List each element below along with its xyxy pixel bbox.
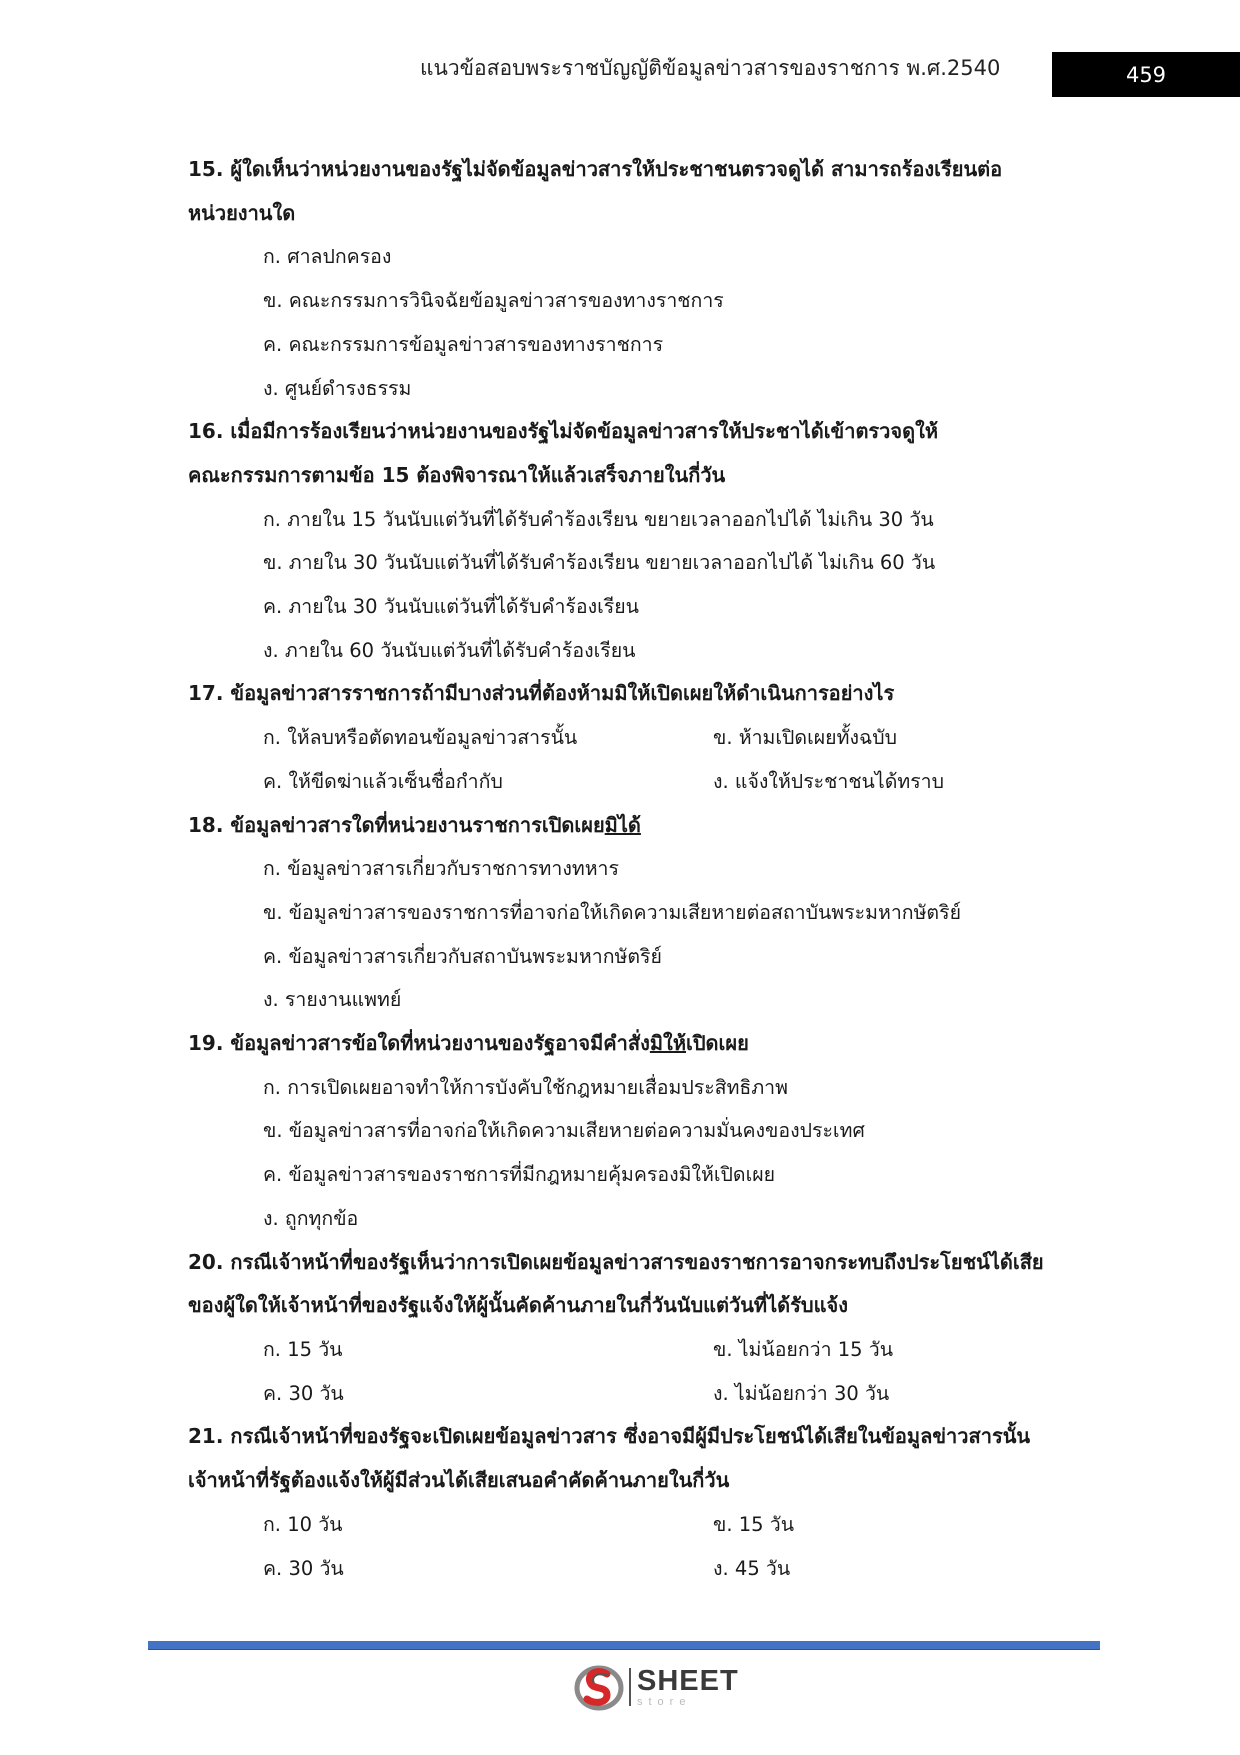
answer-option: ง. ศูนย์ดำรงธรรม <box>263 376 412 400</box>
footer-divider <box>148 1641 1100 1650</box>
answer-option: ข. ข้อมูลข่าวสารของราชการที่อาจก่อให้เกิดความเสียหายต่อสถาบันพระมหากษัตริย์ <box>263 900 961 924</box>
answer-option: ค. 30 วัน <box>263 1556 344 1580</box>
answer-option: ง. รายงานแพทย์ <box>263 988 402 1012</box>
logo-subword: store <box>637 1695 692 1708</box>
answer-option: ค. คณะกรรมการข้อมูลข่าวสารของทางราชการ <box>263 332 664 356</box>
question-16 <box>188 410 1088 672</box>
answer-option: ง. ภายใน 60 วันนับแต่วันที่ได้รับคำร้องเรียน <box>263 638 636 662</box>
answer-option: ข. ภายใน 30 วันนับแต่วันที่ได้รับคำร้องเรียน ขยายเวลาออกไปได้ ไม่เกิน 60 วัน <box>263 551 936 575</box>
question-text-continued: เจ้าหน้าที่รัฐต้องแจ้งให้ผู้มีส่วนได้เสียเสนอคำคัดค้านภายในกี่วัน <box>188 1468 730 1493</box>
question-15 <box>188 148 1088 410</box>
answer-option: ก. 15 วัน <box>263 1337 343 1361</box>
answer-option: ข. 15 วัน <box>713 1512 795 1536</box>
answer-option: ค. ข้อมูลข่าวสารของราชการที่มีกฎหมายคุ้มครองมิให้เปิดเผย <box>263 1163 776 1187</box>
question-text <box>188 1022 1088 1066</box>
question-text-end: เปิดเผย <box>686 1031 749 1056</box>
answer-option: ข. ข้อมูลข่าวสารที่อาจก่อให้เกิดความเสียหายต่อความมั่นคงของประเทศ <box>263 1119 865 1143</box>
answer-option: ก. ข้อมูลข่าวสารเกี่ยวกับราชการทางทหาร <box>263 857 619 881</box>
underlined-keyword: มิให้ <box>649 1031 687 1056</box>
question-text-start: 19. ข้อมูลข่าวสารข้อใดที่หน่วยงานของรัฐอาจมีคำสั่ง <box>188 1031 650 1056</box>
question-text-continued: คณะกรรมการตามข้อ 15 ต้องพิจารณาให้แล้วเสร็จภายในกี่วัน <box>188 462 726 487</box>
answer-option: ข. ไม่น้อยกว่า 15 วัน <box>713 1337 894 1361</box>
page-number: 459 <box>1052 52 1240 97</box>
question-18 <box>188 804 1088 1023</box>
question-text: 16. เมื่อมีการร้องเรียนว่าหน่วยงานของรัฐไม่จัดข้อมูลข่าวสารให้ประชาได้เข้าตรวจดูให้ <box>188 419 939 444</box>
question-list <box>188 148 1088 1590</box>
question-text: 21. กรณีเจ้าหน้าที่ของรัฐจะเปิดเผยข้อมูลข่าวสาร ซึ่งอาจมีผู้มีประโยชน์ได้เสียในข้อมูลข่าวสารนั้น <box>188 1424 1031 1449</box>
question-19 <box>188 1022 1088 1241</box>
question-text: 15. ผู้ใดเห็นว่าหน่วยงานของรัฐไม่จัดข้อมูลข่าวสารให้ประชาชนตรวจดูได้ สามารถร้องเรียนต่อ <box>188 157 1003 181</box>
answer-option: ก. 10 วัน <box>263 1512 343 1536</box>
question-text-continued: ของผู้ใดให้เจ้าหน้าที่ของรัฐแจ้งให้ผู้นั้นคัดค้านภายในกี่วันนับแต่วันที่ได้รับแจ้ง <box>188 1293 848 1318</box>
question-20 <box>188 1241 1088 1416</box>
answer-option: ก. การเปิดเผยอาจทำให้การบังคับใช้กฎหมายเสื่อมประสิทธิภาพ <box>263 1075 788 1099</box>
answer-option: ข. คณะกรรมการวินิจฉัยข้อมูลข่าวสารของทางราชการ <box>263 289 724 313</box>
logo-separator <box>629 1668 631 1706</box>
answer-option: ก. ให้ลบหรือตัดทอนข้อมูลข่าวสารนั้น <box>263 726 578 750</box>
underlined-keyword: มิได้ <box>604 812 641 837</box>
answer-option: ข. ห้ามเปิดเผยทั้งฉบับ <box>713 726 898 750</box>
question-text <box>188 804 1088 848</box>
logo-wordmark <box>637 1664 739 1708</box>
question-text-start: 18. ข้อมูลข่าวสารใดที่หน่วยงานราชการเปิดเผย <box>188 812 605 837</box>
answer-option: ง. แจ้งให้ประชาชนได้ทราบ <box>713 769 945 793</box>
sheet-store-logo <box>573 1662 739 1712</box>
question-text: 20. กรณีเจ้าหน้าที่ของรัฐเห็นว่าการเปิดเผยข้อมูลข่าวสารของราชการอาจกระทบถึงประโยชน์ได้เสีย <box>188 1249 1044 1274</box>
answer-options-grid <box>188 1503 1088 1590</box>
answer-option: ค. 30 วัน <box>263 1381 344 1405</box>
question-text: 17. ข้อมูลข่าวสารราชการถ้ามีบางส่วนที่ต้องห้ามมิให้เปิดเผยให้ดำเนินการอย่างไร <box>188 681 895 706</box>
question-21 <box>188 1415 1088 1590</box>
question-17 <box>188 672 1088 803</box>
running-header-title: แนวข้อสอบพระราชบัญญัติข้อมูลข่าวสารของราชการ พ.ศ.2540 <box>420 56 1001 80</box>
answer-option: ง. 45 วัน <box>713 1556 791 1580</box>
answer-option: ค. ให้ขีดฆ่าแล้วเซ็นชื่อกำกับ <box>263 769 503 793</box>
answer-option: ก. ภายใน 15 วันนับแต่วันที่ได้รับคำร้องเรียน ขยายเวลาออกไปได้ ไม่เกิน 30 วัน <box>263 507 934 531</box>
answer-option: ง. ถูกทุกข้อ <box>263 1206 359 1230</box>
answer-options-grid <box>188 1328 1088 1415</box>
logo-word: SHEET <box>637 1664 739 1697</box>
answer-option: ค. ข้อมูลข่าวสารเกี่ยวกับสถาบันพระมหากษัตริย์ <box>263 944 662 968</box>
answer-option: ค. ภายใน 30 วันนับแต่วันที่ได้รับคำร้องเรียน <box>263 595 640 619</box>
question-text-continued: หน่วยงานใด <box>188 200 296 225</box>
answer-options-grid <box>188 716 1088 803</box>
answer-option: ง. ไม่น้อยกว่า 30 วัน <box>713 1381 890 1405</box>
answer-option: ก. ศาลปกครอง <box>263 245 392 269</box>
sheet-logo-icon <box>573 1662 625 1712</box>
